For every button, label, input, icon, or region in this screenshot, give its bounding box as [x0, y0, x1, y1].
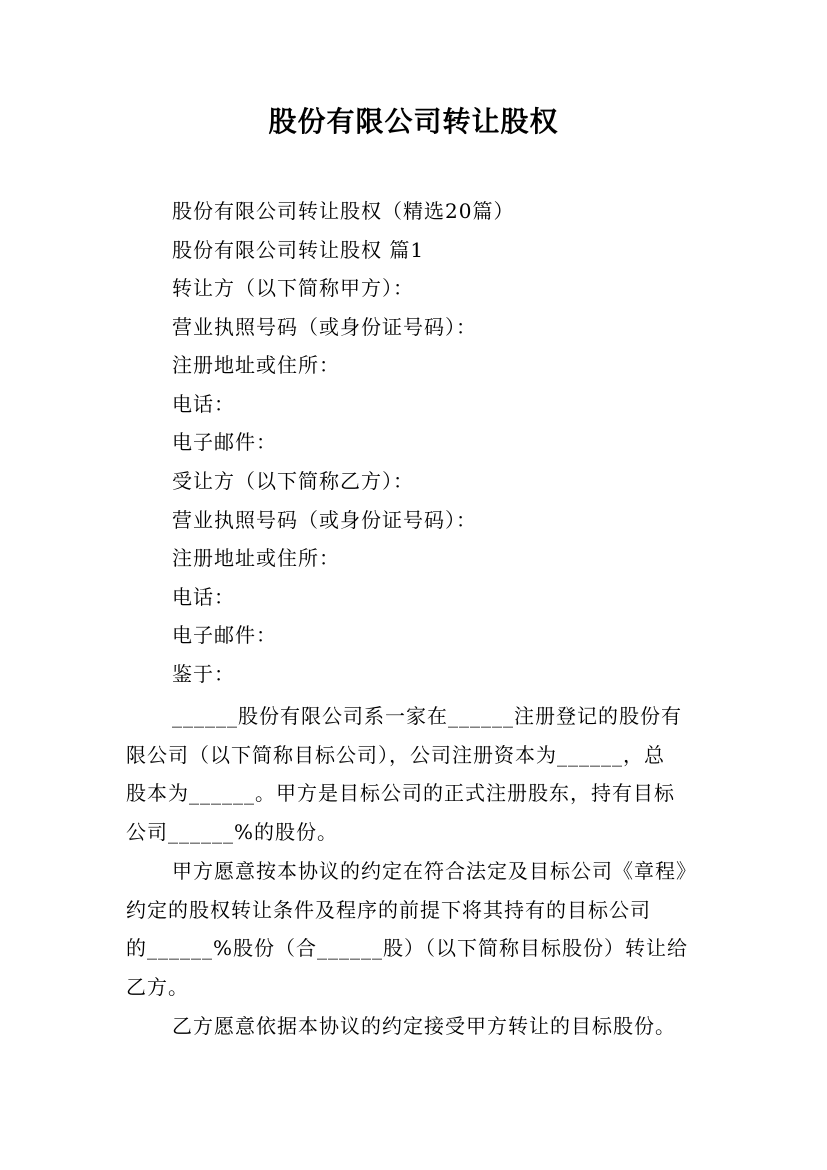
paragraph-line: 公司______%的股份。 — [126, 819, 339, 844]
paragraph-transfer-intent — [126, 852, 716, 1006]
text-line-phone: 电话： — [172, 585, 235, 609]
text-line-transferee: 受让方（以下简称乙方）： — [172, 469, 414, 493]
paragraph-line: 甲方愿意按本协议的约定在符合法定及目标公司《章程》 — [172, 859, 697, 883]
paragraph-line: 股本为______。甲方是目标公司的正式注册股东，持有目标 — [126, 781, 675, 805]
paragraph-line: 的______%股份（合______股）（以下简称目标股份）转让给 — [126, 936, 689, 960]
paragraph-target-company — [126, 697, 716, 851]
text-line-section: 股份有限公司转让股权 篇1 — [172, 238, 425, 262]
text-line-email: 电子邮件： — [172, 430, 277, 454]
text-line-whereas: 鉴于： — [172, 662, 235, 686]
text-line-license-number: 营业执照号码（或身份证号码）： — [172, 508, 477, 532]
paragraph-acceptance — [126, 1007, 716, 1046]
text-line-phone: 电话： — [172, 392, 235, 416]
text-line-license-number: 营业执照号码（或身份证号码）： — [172, 315, 477, 339]
text-line-subtitle: 股份有限公司转让股权（精选20篇） — [172, 199, 515, 223]
document-title: 股份有限公司转让股权 — [268, 105, 559, 138]
text-line-email: 电子邮件： — [172, 623, 277, 647]
paragraph-line: 乙方。 — [126, 974, 189, 999]
paragraph-line: 乙方愿意依据本协议的约定接受甲方转让的目标股份。 — [172, 1014, 676, 1038]
paragraph-line: 约定的股权转让条件及程序的前提下将其持有的目标公司 — [126, 897, 651, 922]
paragraph-line: ______股份有限公司系一家在______注册登记的股份有 — [172, 704, 682, 728]
text-line-address: 注册地址或住所： — [172, 546, 340, 570]
paragraph-line: 限公司（以下简称目标公司），公司注册资本为______，总 — [126, 742, 665, 767]
text-line-address: 注册地址或住所： — [172, 353, 340, 377]
text-line-transferor: 转让方（以下简称甲方）： — [172, 276, 414, 300]
